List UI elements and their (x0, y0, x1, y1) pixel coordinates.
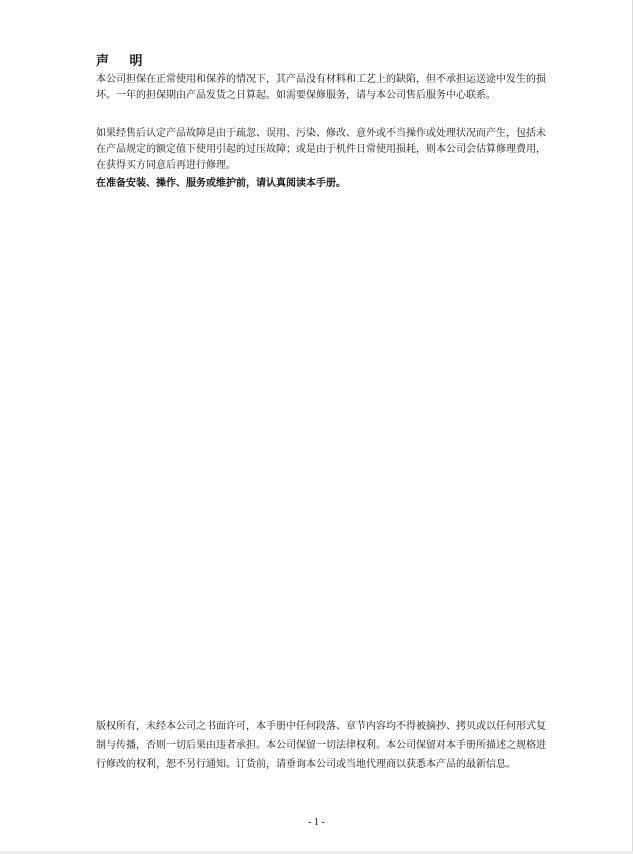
statement-title: 声 明 (96, 54, 151, 69)
read-manual-notice: 在准备安装、操作、服务或维护前，请认真阅读本手册。 (96, 178, 346, 189)
copyright-notice: 版权所有，未经本公司之书面许可，本手册中任何段落、章节内容均不得被摘抄、拷贝或以任何形式复制与传播，否则一切后果由违者承担。本公司保留一切法律权利。本公司保留对本手册所描述之规格进行修改的权利，恕不另行通知。订货前，请垂询本公司或当地代理商以获悉本产品的最新信息。 (96, 721, 546, 770)
repair-paragraph: 如果经售后认定产品故障是由于疏忽、误用、污染、修改、意外或不当操作或处理状况而产生，包括未在产品规定的额定值下使用引起的过压故障；或是由于机件日常使用损耗，则本公司会估算修理费用，在获得买方同意后再进行修理。 (96, 128, 546, 171)
warranty-paragraph: 本公司担保在正常使用和保养的情况下，其产品没有材料和工艺上的缺陷，但不承担运送途中发生的损坏。一年的担保期由产品发货之日算起。如需要保修服务，请与本公司售后服务中心联系。 (96, 74, 546, 101)
page-number: - 1 - (308, 817, 325, 828)
